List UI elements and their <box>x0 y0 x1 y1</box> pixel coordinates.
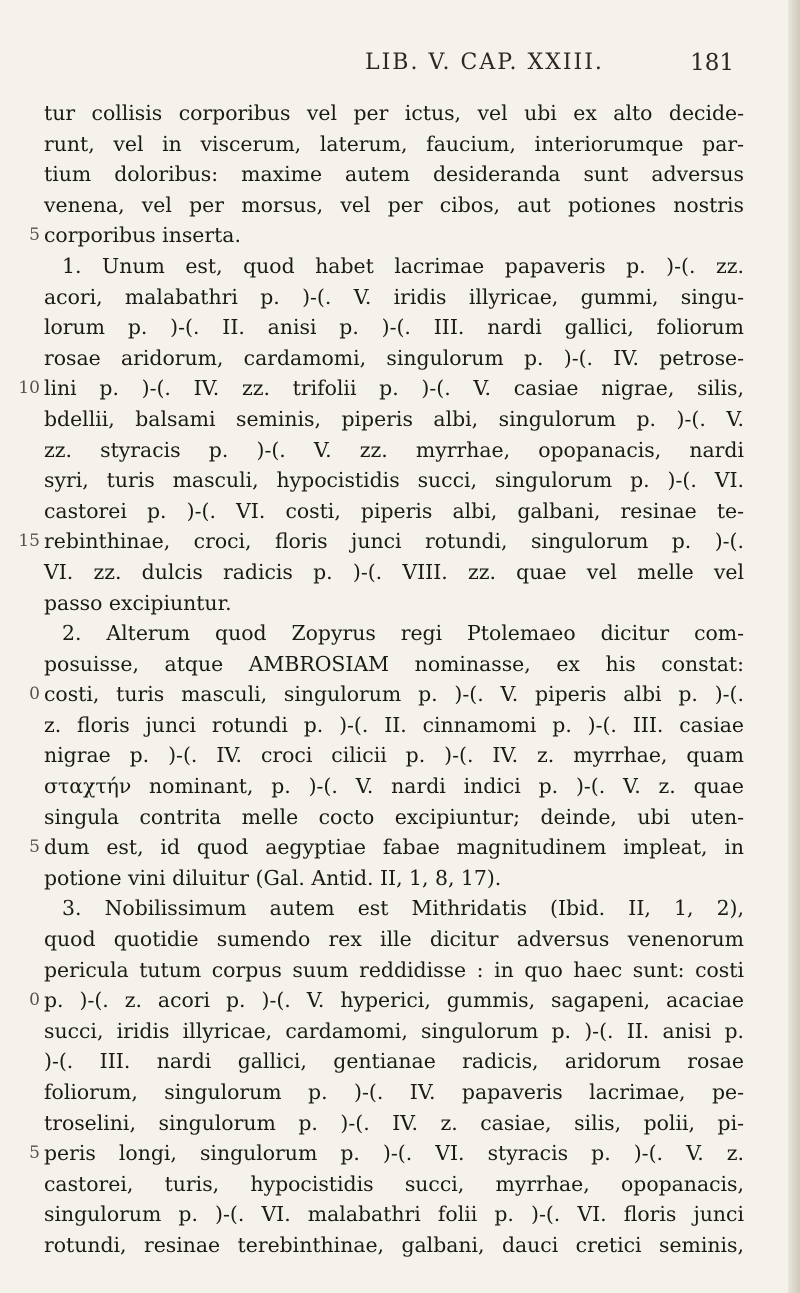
text-line <box>0 435 800 466</box>
line-text: acori, malabathri p. )-(. V. iridis illyricae, gummi, singu- <box>44 284 744 309</box>
text-line <box>0 282 800 313</box>
text-line <box>0 863 800 894</box>
line-text: foliorum, singulorum p. )-(. IV. papaveris lacrimae, pe- <box>44 1080 744 1104</box>
line-text: corporibus inserta. <box>44 223 241 248</box>
line-text: passo excipiuntur. <box>44 590 232 615</box>
line-text: singulorum p. )-(. VI. malabathri folii p. )-(. VI. floris junci <box>44 1202 744 1227</box>
text-line <box>0 312 800 343</box>
line-text: VI. zz. dulcis radicis p. )-(. VIII. zz. quae vel melle vel <box>44 559 744 584</box>
text-line <box>0 557 800 588</box>
line-number <box>0 129 44 160</box>
text-line <box>0 893 800 924</box>
line-number <box>0 1108 44 1139</box>
text-line <box>0 373 800 404</box>
line-number: 5 <box>29 225 40 246</box>
line-number <box>0 802 44 833</box>
text-line <box>0 649 800 680</box>
line-text: singula contrita melle cocto excipiuntur; deinde, ubi uten- <box>44 804 744 829</box>
text-line <box>0 679 800 710</box>
line-text: z. floris junci rotundi p. )-(. II. cinnamomi p. )-(. III. casiae <box>44 712 744 737</box>
line-number <box>0 312 44 343</box>
page-header <box>60 50 760 90</box>
line-text: tur collisis corporibus vel per ictus, vel ubi ex alto decide- <box>44 101 744 125</box>
text-line <box>0 220 800 251</box>
line-text: posuisse, atque AMBROSIAM nominasse, ex his constat: <box>44 651 744 676</box>
text-line <box>0 985 800 1016</box>
text-line <box>0 710 800 741</box>
page-number: 181 <box>690 50 734 76</box>
text-line <box>0 1108 800 1139</box>
line-number <box>0 465 44 496</box>
line-number <box>0 251 44 282</box>
line-text: p. )-(. z. acori p. )-(. V. hyperici, gummis, sagapeni, acaciae <box>44 988 744 1013</box>
line-number <box>0 1199 44 1230</box>
line-number <box>0 98 44 129</box>
text-line <box>0 1046 800 1077</box>
text-line <box>0 802 800 833</box>
line-text: σταχτήν nominant, p. )-(. V. nardi indici p. )-(. V. z. quae <box>44 774 744 799</box>
line-number <box>0 1016 44 1047</box>
text-line <box>0 955 800 986</box>
text-line <box>0 159 800 190</box>
line-number <box>0 893 44 924</box>
line-number <box>0 190 44 221</box>
text-line <box>0 1016 800 1047</box>
line-number <box>0 771 44 802</box>
line-text: rebinthinae, croci, floris junci rotundi, singulorum p. )-(. <box>44 529 744 554</box>
line-number <box>0 618 44 649</box>
line-number: 0 <box>29 684 40 705</box>
line-text: syri, turis masculi, hypocistidis succi, singulorum p. )-(. VI. <box>44 468 744 493</box>
line-text: rosae aridorum, cardamomi, singulorum p. )-(. IV. petrose- <box>44 345 744 370</box>
running-head: LIB. V. CAP. XXIII. <box>365 50 604 75</box>
line-number <box>0 1230 44 1261</box>
line-number <box>0 557 44 588</box>
text-line <box>0 190 800 221</box>
line-text: succi, iridis illyricae, cardamomi, singulorum p. )-(. II. anisi p. <box>44 1018 744 1043</box>
text-line <box>0 465 800 496</box>
text-line <box>0 832 800 863</box>
line-number <box>0 1077 44 1108</box>
line-text: costi, turis masculi, singulorum p. )-(. V. piperis albi p. )-(. <box>44 682 744 707</box>
body-text <box>0 98 800 1261</box>
line-number <box>0 649 44 680</box>
line-text: quod quotidie sumendo rex ille dicitur adversus venenorum <box>44 927 744 952</box>
line-text: lorum p. )-(. II. anisi p. )-(. III. nardi gallici, foliorum <box>44 315 744 340</box>
line-text: runt, vel in viscerum, laterum, faucium, interiorumque par- <box>44 131 744 156</box>
line-number <box>0 404 44 435</box>
line-text: troselini, singulorum p. )-(. IV. z. casiae, silis, polii, pi- <box>44 1110 744 1135</box>
text-line <box>0 1230 800 1261</box>
line-number <box>0 1169 44 1200</box>
text-line <box>0 618 800 649</box>
line-number <box>0 282 44 313</box>
text-line <box>0 251 800 282</box>
line-text: rotundi, resinae terebinthinae, galbani, dauci cretici seminis, <box>44 1232 744 1257</box>
text-line <box>0 404 800 435</box>
line-text: pericula tutum corpus suum reddidisse : in quo haec sunt: costi <box>44 957 744 982</box>
line-number <box>0 159 44 190</box>
line-number <box>0 435 44 466</box>
line-text: venena, vel per morsus, vel per cibos, aut potiones nostris <box>44 192 744 217</box>
line-text: peris longi, singulorum p. )-(. VI. styracis p. )-(. V. z. <box>44 1141 744 1166</box>
line-text: 2. Alterum quod Zopyrus regi Ptolemaeo dicitur com- <box>62 621 744 646</box>
line-number <box>0 710 44 741</box>
line-number <box>0 343 44 374</box>
line-number <box>0 740 44 771</box>
line-number: 5 <box>29 837 40 858</box>
text-line <box>0 924 800 955</box>
text-line <box>0 98 800 129</box>
text-line <box>0 343 800 374</box>
text-line <box>0 771 800 802</box>
line-text: tium doloribus: maxime autem desideranda sunt adversus <box>44 162 744 187</box>
text-line <box>0 1077 800 1108</box>
line-text: dum est, id quod aegyptiae fabae magnitudinem impleat, in <box>44 835 744 860</box>
line-text: zz. styracis p. )-(. V. zz. myrrhae, opopanacis, nardi <box>44 437 744 462</box>
text-line <box>0 588 800 619</box>
line-text: 1. Unum est, quod habet lacrimae papaveris p. )-(. zz. <box>62 253 744 278</box>
line-text: potione vini diluitur (Gal. Antid. II, 1, 8, 17). <box>44 865 502 890</box>
text-line <box>0 526 800 557</box>
line-text: 3. Nobilissimum autem est Mithridatis (Ibid. II, 1, 2), <box>62 896 744 921</box>
line-text: nigrae p. )-(. IV. croci cilicii p. )-(. IV. z. myrrhae, quam <box>44 743 744 768</box>
line-text: )-(. III. nardi gallici, gentianae radicis, aridorum rosae <box>44 1049 744 1074</box>
line-number <box>0 955 44 986</box>
line-text: bdellii, balsami seminis, piperis albi, singulorum p. )-(. V. <box>44 406 744 431</box>
text-line <box>0 496 800 527</box>
line-number <box>0 924 44 955</box>
line-text: lini p. )-(. IV. zz. trifolii p. )-(. V. casiae nigrae, silis, <box>44 376 744 401</box>
line-number: 15 <box>18 531 40 552</box>
line-number <box>0 1046 44 1077</box>
line-number <box>0 588 44 619</box>
line-text: castorei p. )-(. VI. costi, piperis albi, galbani, resinae te- <box>44 498 744 523</box>
text-line <box>0 1138 800 1169</box>
text-line <box>0 129 800 160</box>
line-text: castorei, turis, hypocistidis succi, myrrhae, opopanacis, <box>44 1171 744 1196</box>
line-number <box>0 496 44 527</box>
line-number: 0 <box>29 990 40 1011</box>
line-number: 5 <box>29 1143 40 1164</box>
text-line <box>0 740 800 771</box>
text-line <box>0 1199 800 1230</box>
line-number: 10 <box>18 378 40 399</box>
text-line <box>0 1169 800 1200</box>
line-number <box>0 863 44 894</box>
